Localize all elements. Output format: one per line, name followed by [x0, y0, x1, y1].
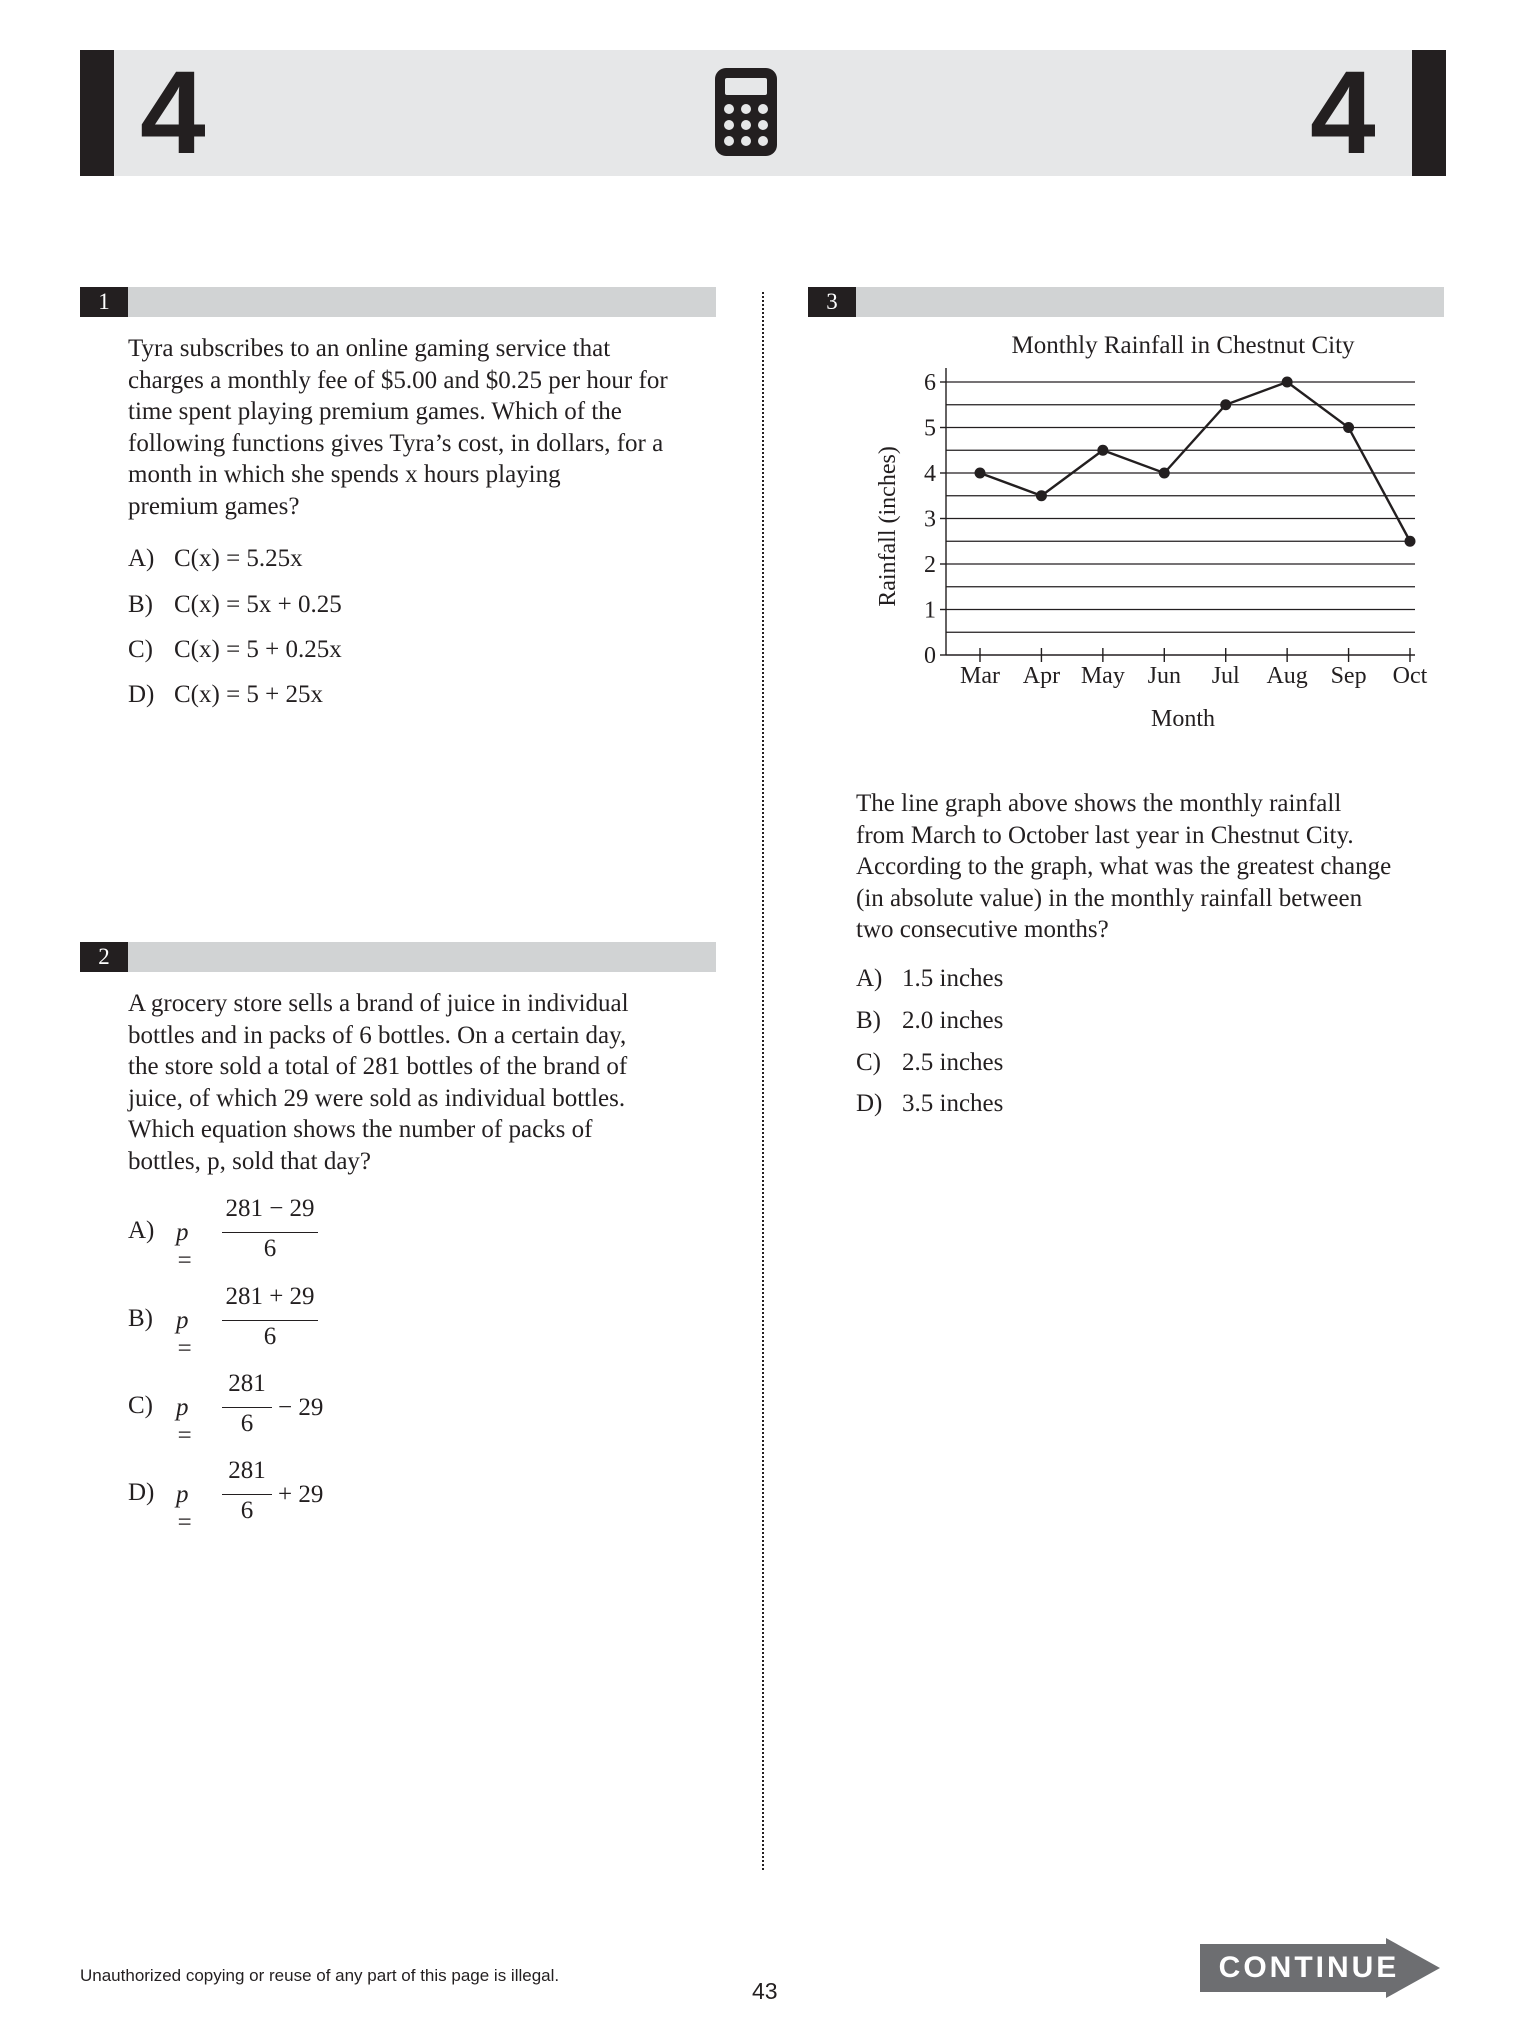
x-tick-label: Oct	[1392, 663, 1428, 689]
x-tick-label: Apr	[1022, 663, 1061, 689]
question-1-text	[128, 333, 668, 522]
x-tick-label: May	[1080, 663, 1125, 689]
section-number-left: 4	[140, 47, 206, 179]
question-2-line: the store sold a total of 281 bottles of the brand of	[128, 1053, 628, 1080]
header-bar-right	[1412, 50, 1446, 176]
data-point	[1220, 399, 1231, 410]
x-tick-label: Sep	[1330, 663, 1367, 689]
question-1-choice-d[interactable]: D) C(x) = 5 + 25x	[128, 681, 324, 708]
x-tick-label: Jul	[1211, 663, 1240, 689]
question-1-line: Tyra subscribes to an online gaming service that	[128, 335, 611, 362]
question-1-line: charges a monthly fee of $5.00 and $0.25 per hour for	[128, 366, 668, 394]
question-3-bar	[808, 287, 1444, 317]
column-divider	[762, 292, 764, 1870]
data-point	[1036, 490, 1047, 501]
calculator-icon	[715, 68, 777, 156]
question-3-choice-b[interactable]: B) 2.0 inches	[856, 1007, 1004, 1034]
data-point	[975, 468, 986, 479]
data-point	[1343, 422, 1354, 433]
section-number-right: 4	[1310, 47, 1376, 179]
rainfall-line-chart	[860, 330, 1450, 740]
question-3-line: The line graph above shows the monthly rainfall	[856, 790, 1342, 817]
x-tick-label: Aug	[1266, 663, 1308, 689]
page-number: 43	[752, 1978, 778, 2004]
continue-button[interactable]: CONTINUE	[1218, 1951, 1400, 1984]
question-1-line: time spent playing premium games. Which of the	[128, 398, 622, 425]
question-1-line: following functions gives Tyra’s cost, in dollars, for a	[128, 429, 664, 457]
question-2-line: A grocery store sells a brand of juice in individual	[128, 990, 629, 1017]
data-point	[1097, 445, 1108, 456]
question-3-line: from March to October last year in Chestnut City.	[856, 821, 1354, 849]
chart-title: Monthly Rainfall in Chestnut City	[1011, 332, 1355, 359]
y-tick-label: 5	[924, 415, 936, 442]
y-tick-label: 2	[924, 552, 936, 578]
y-tick-label: 0	[924, 643, 936, 669]
x-tick-label: Mar	[960, 663, 1000, 689]
question-1-number: 1	[80, 287, 128, 317]
y-tick-label: 6	[924, 370, 936, 396]
question-3-choice-c[interactable]: C) 2.5 inches	[856, 1049, 1004, 1076]
question-2-line: Which equation shows the number of packs of	[128, 1116, 593, 1143]
question-1-choice-b[interactable]: B) C(x) = 5x + 0.25	[128, 591, 342, 618]
question-2-number: 2	[80, 942, 128, 972]
y-tick-label: 1	[924, 597, 936, 624]
question-2-line: juice, of which 29 were sold as individual bottles.	[128, 1084, 626, 1112]
question-3-line: two consecutive months?	[856, 916, 1109, 943]
question-1-choice-c[interactable]: C) C(x) = 5 + 0.25x	[128, 636, 342, 663]
question-3-choice-a[interactable]: A) 1.5 inches	[856, 965, 1004, 992]
question-1-line: premium games?	[128, 492, 300, 520]
series-line	[980, 382, 1410, 541]
x-tick-label: Jun	[1147, 663, 1181, 689]
data-point	[1159, 468, 1170, 479]
copyright-notice: Unauthorized copying or reuse of any part of this page is illegal.	[80, 1966, 560, 1985]
question-3-choice-d[interactable]: D) 3.5 inches	[856, 1090, 1004, 1117]
y-tick-label: 3	[924, 506, 936, 533]
question-3-line: (in absolute value) in the monthly rainfall between	[856, 884, 1363, 912]
data-point	[1282, 377, 1293, 388]
question-2-line: bottles, p, sold that day?	[128, 1147, 372, 1175]
question-2-text	[128, 988, 629, 1177]
question-3-number: 3	[808, 287, 856, 317]
question-2-bar	[80, 942, 716, 972]
y-axis-label: Rainfall (inches)	[875, 446, 901, 607]
y-tick-label: 4	[924, 461, 936, 487]
question-3-line: According to the graph, what was the greatest change	[856, 853, 1392, 880]
data-point	[1405, 536, 1416, 547]
question-1-line: month in which she spends x hours playing	[128, 461, 561, 488]
x-axis-label: Month	[1150, 706, 1216, 732]
question-2-line: bottles and in packs of 6 bottles. On a certain day,	[128, 1021, 627, 1049]
question-3-text	[856, 788, 1391, 946]
question-1-bar	[80, 287, 716, 317]
question-1-choice-a[interactable]: A) C(x) = 5.25x	[128, 545, 303, 572]
header-bar-left	[80, 50, 114, 176]
